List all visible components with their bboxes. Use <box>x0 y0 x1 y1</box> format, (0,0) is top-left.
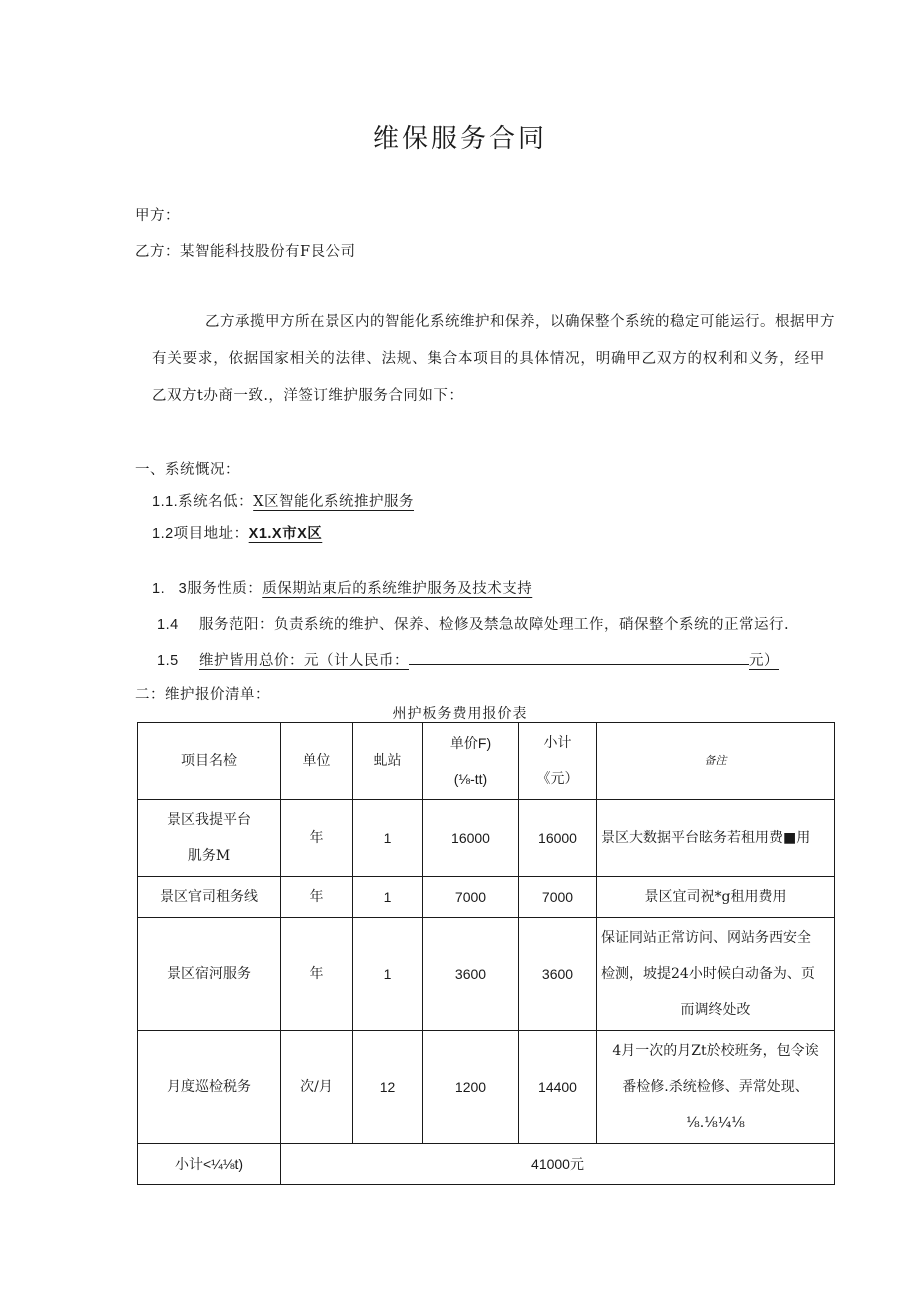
header-subtotal-line2: 《元） <box>536 771 579 787</box>
row-3-qty: 1 <box>353 918 423 1031</box>
item-1-4 <box>157 613 789 634</box>
quote-table <box>137 722 835 1185</box>
row-1-unit: 年 <box>281 800 353 877</box>
header-name: 项目名检 <box>138 723 281 800</box>
header-price-line1: 单价F) <box>449 735 492 751</box>
intro-line-2: 有关要求，依据国家相关的法律、法规、集合本项目的具体情况，明确甲乙双方的权利和义务，经甲 <box>152 351 826 367</box>
row-1-price: 16000 <box>423 800 519 877</box>
row-1-name-line1: 景区我提平台 <box>167 812 251 828</box>
item-1-4-value: 服务范阳：负责系统的维护、保养、检修及禁急故障处理工作，硝保整个系统的正常运行. <box>199 617 790 633</box>
item-1-5-suffix: 元） <box>749 653 779 669</box>
total-row <box>138 1144 835 1185</box>
row-3-note-line1: 保证同站正常访问、网站务西安全 <box>601 930 811 946</box>
row-2-unit: 年 <box>281 877 353 918</box>
item-1-1-value: X区智能化系统推护服务 <box>253 494 415 510</box>
row-3-note <box>597 918 835 1031</box>
row-1-name-line2: 肌务M <box>187 848 231 864</box>
intro-line-3: 乙双方t办商一致.，洋签订维护服务合同如下： <box>152 388 464 404</box>
document-title: 维保服务合同 <box>372 124 547 154</box>
intro-line-1: 乙方承揽甲方所在景区内的智能化系统维护和保养，以确保整个系统的稳定可能运行。根据甲方 <box>205 314 835 330</box>
row-4-note-line3: ⅛.⅛¼⅛ <box>686 1115 745 1131</box>
table-row <box>138 1031 835 1144</box>
party-a: 甲方： <box>135 208 180 224</box>
party-b: 乙方：某智能科技股份有F艮公司 <box>135 244 356 260</box>
header-qty: 虬站 <box>353 723 423 800</box>
table-row <box>138 877 835 918</box>
item-1-4-label: 1.4 <box>157 617 179 633</box>
row-3-name: 景区宿河服务 <box>138 918 281 1031</box>
table-row <box>138 918 835 1031</box>
item-1-5-prefix: 维护皆用总价：元（计人民币： <box>199 653 409 669</box>
item-1-3-label: 1. 3服务性质： <box>152 581 263 597</box>
item-1-2-value: X1.X市X区 <box>248 526 323 542</box>
row-1-subtotal: 16000 <box>519 800 597 877</box>
item-1-1-label: 1.1.系统名低： <box>152 494 254 510</box>
row-3-price: 3600 <box>423 918 519 1031</box>
item-1-5-label: 1.5 <box>157 653 179 669</box>
total-value: 41000元 <box>281 1144 835 1185</box>
item-1-3 <box>152 577 532 598</box>
row-4-note <box>597 1031 835 1144</box>
item-1-3-value: 质保期站東后的系统维护服务及技术支持 <box>262 581 533 597</box>
row-3-unit: 年 <box>281 918 353 1031</box>
row-2-note: 景区宜司祝*g租用费用 <box>597 877 835 918</box>
row-1-note: 景区大数据平台眩务若租用费■用 <box>597 800 835 877</box>
table-caption: 州护板务费用报价表 <box>392 706 528 722</box>
table-header-row <box>138 723 835 800</box>
row-2-price: 7000 <box>423 877 519 918</box>
row-4-subtotal: 14400 <box>519 1031 597 1144</box>
row-4-note-line1: 4月一次的月Zt於校班务，包令诶 <box>612 1043 819 1059</box>
row-2-qty: 1 <box>353 877 423 918</box>
header-subtotal <box>519 723 597 800</box>
row-3-subtotal: 3600 <box>519 918 597 1031</box>
row-4-note-line2: 番检修.杀统检修、弄常处现、 <box>622 1079 809 1095</box>
row-3-note-line3: 而调终处改 <box>680 1002 751 1018</box>
header-subtotal-line1: 小计 <box>543 735 572 751</box>
header-price-line2: (⅛-tt) <box>453 771 488 787</box>
row-1-qty: 1 <box>353 800 423 877</box>
row-4-price: 1200 <box>423 1031 519 1144</box>
row-4-name: 月度巡检税务 <box>138 1031 281 1144</box>
header-note: 备注 <box>597 723 835 800</box>
row-4-qty: 12 <box>353 1031 423 1144</box>
section1-heading: 一、系统慨况： <box>135 462 240 478</box>
item-1-2-label: 1.2项目地址： <box>152 526 249 542</box>
item-1-2 <box>152 522 322 543</box>
row-4-unit: 次/月 <box>281 1031 353 1144</box>
row-2-name: 景区官司租务线 <box>138 877 281 918</box>
item-1-5 <box>157 649 779 670</box>
table-row <box>138 800 835 877</box>
section2-heading: 二：维护报价清单： <box>135 687 270 703</box>
total-label: 小计<¼⅛t) <box>138 1144 281 1185</box>
total-price-blank <box>409 652 749 665</box>
row-2-subtotal: 7000 <box>519 877 597 918</box>
header-price <box>423 723 519 800</box>
item-1-1 <box>152 490 414 511</box>
row-3-note-line2: 检测，坡提24小时候白动备为、页 <box>601 966 815 982</box>
row-1-name <box>138 800 281 877</box>
header-unit: 单位 <box>281 723 353 800</box>
